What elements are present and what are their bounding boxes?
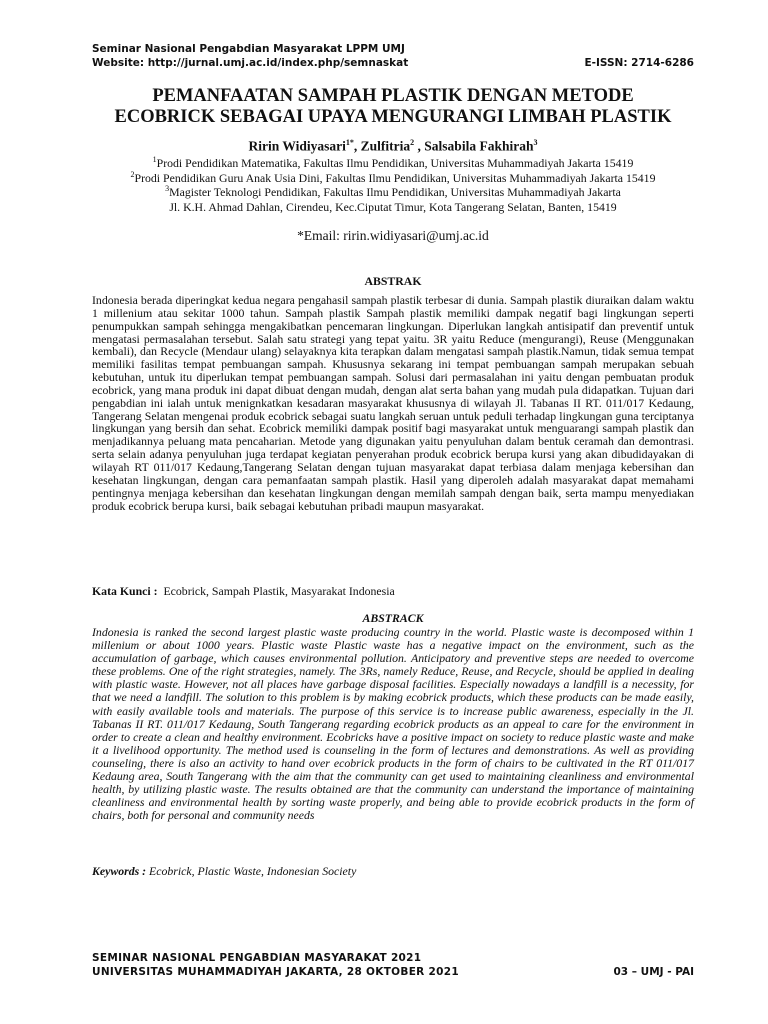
footer-seminar: SEMINAR NASIONAL PENGABDIAN MASYARAKAT 2021	[92, 952, 422, 964]
paper-title	[92, 86, 694, 128]
abstrack-heading: ABSTRACK	[362, 611, 424, 625]
affiliation-1-mark: 1	[152, 155, 157, 164]
author-2: , Zulfitria	[353, 138, 411, 154]
author-list	[92, 138, 694, 155]
keywords-value: Ecobrick, Plastic Waste, Indonesian Society	[149, 864, 357, 878]
affiliation-1	[92, 155, 694, 171]
journal-website: Website: http://jurnal.umj.ac.id/index.php/semnaskat	[92, 57, 409, 69]
affiliation-2-mark: 2	[130, 170, 135, 179]
keywords-label: Keywords :	[92, 864, 147, 878]
footer-university: UNIVERSITAS MUHAMMADIYAH JAKARTA, 28 OKTOBER 2021	[92, 966, 459, 978]
author-3: , Salsabila Fakhirah	[414, 138, 534, 154]
kata-kunci-label: Kata Kunci :	[92, 584, 158, 598]
journal-header: Seminar Nasional Pengabdian Masyarakat LPPM UMJ	[92, 43, 405, 55]
author-1: Ririn Widiyasari	[248, 138, 346, 154]
footer-page-number: 03 – UMJ - PAI	[613, 966, 694, 978]
affiliation-address-text: Jl. K.H. Ahmad Dahlan, Cirendeu, Kec.Ciputat Timur, Kota Tangerang Selatan, Banten, 15419	[169, 200, 617, 214]
affiliation-1-text: Prodi Pendidikan Matematika, Fakultas Ilmu Pendidikan, Universitas Muhammadiyah Jakarta 15419	[156, 155, 634, 170]
abstrak-heading: ABSTRAK	[364, 274, 422, 288]
kata-kunci	[92, 584, 694, 599]
issn-label: E-ISSN: 2714-6286	[584, 57, 694, 69]
affiliation-3-text: Magister Teknologi Pendidikan, Fakultas Ilmu Pendidikan, Universitas Muhammadiyah Jakarta	[169, 184, 621, 199]
title-line-1: PEMANFAATAN SAMPAH PLASTIK DENGAN METODE	[152, 86, 634, 106]
abstrack-body: Indonesia is ranked the second largest plastic waste producing country in the world. Plastic waste is decomposed within 1 millenium or about 1000 years. Plastic waste Plastic waste has a negative impact on the environment, such as the accumulation of garbage, which causes environmental pollution. Anticipatory and preventive steps are needed to overcome these problems. One of the right strategies, namely. The 3Rs, namely Reduce, Reuse, and Recycle, should be applied in dealing with plastic waste. However, not all places have garbage disposal facilities. Especially nowadays a landfill is a necessity, for that we need a landfill. The solution to this problem is by making ecobrick products, which these products can be made easily, with easily available tools and materials. The purpose of this service is to increase public awareness, especially in the Jl. Tabanas II RT. 011/017 Kedaung, South Tangerang regarding ecobrick products as an appeal to care for the environment in order to create a clean and healthy environment. Ecobricks have a positive impact on society to reduce plastic waste and make it a livelihood opportunity. The method used is counseling in the form of lectures and demonstrations. As well as providing counseling, there is also an activity to hand over ecobrick products in the form of chairs to be cultivated in the RT 011/017 Kedaung area, South Tangerang with the aim that the community can get used to maintaining cleanliness and environmental health, by utilizing plastic waste. The results obtained are that the community can understand the importance of maintaining cleanliness and environmental health by sorting waste properly, and being able to provide ecobrick products in the form of chairs, both for personal and community needs	[92, 625, 694, 823]
affiliation-3	[92, 184, 694, 200]
affiliation-2-text: Prodi Pendidikan Guru Anak Usia Dini, Fakultas Ilmu Pendidikan, Universitas Muhammadiyah Jakarta 15419	[134, 170, 656, 185]
keywords	[92, 864, 694, 879]
affiliation-3-mark: 3	[165, 184, 170, 193]
kata-kunci-value: Ecobrick, Sampah Plastik, Masyarakat Indonesia	[163, 584, 395, 598]
author-3-mark: 3	[533, 138, 538, 147]
contact-email: *Email: ririn.widiyasari@umj.ac.id	[297, 228, 489, 243]
abstrak-body: Indonesia berada diperingkat kedua negara pengahasil sampah plastik terbesar di dunia. Sampah plastik diuraikan dalam waktu 1 millenium atau sekitar 1000 tahun. Sampah plastik Sampah plastik memiliki dampak negatif bagi lingkungan seperti penumpukkan sampah sehingga mengakibatkan pencemaran lingkungan. Diperlukan langkah antisipatif dan preventif untuk mengatasi permasalahan tersebut. Salah satu strategi yang tepat yaitu. 3R yaitu Reduce (mengurangi), Reuse (Menggunakan kembali), dan Recycle (Mendaur ulang) selayaknya kita terapkan dalam mengatasi sampah plastik.Namun, tidak semua tempat memiliki fasilitas tempat pembuangan sampah. Khususnya sekarang ini tempat pembuangan sampah merupakan sebuah kebutuhan, untuk itu diperlukan tempat pembuangan sampah. Solusi dari permasalahan ini yaitu dengan pembuatan produk ecobrick, yang mana produk ini dapat dibuat dengan mudah, dengan alat serta bahan yang mudah pula didapatkan. Tujuan dari pengabdian ini ialah untuk menignkatkan kesadaran masyarakat khususnya di wilayah Jl. Tabanas II RT. 011/017 Kedaung, Tangerang Selatan mengenai produk ecobrick sebagai suatu langkah seruan untuk peduli terhadap lingkungan guna terciptanya lingkungan yang bersih dan sehat. Ecobrick memiliki dampak positif bagi masyarakat untuk menguarangi sampah plastik dan menjadikannya peluang mata pencaharian. Metode yang digunakan yaitu penyuluhan dalam bentuk ceramah dan demontrasi. serta selain adanya penyuluhan juga terdapat kegiatan penyerahan produk ecobrick berupa kursi yang akan dibudidayakan di wilayah RT 011/017 Kedaung,Tangerang Selatan dengan tujuan masyarakat dapat terbiasa dalam menjaga kebersihan dan kesehatan lingkungan, dengan cara pemanfaatan sampah plastik. Hasil yang diperoleh adalah masyarakat dapat memahami pentingnya menjaga kebersihan dan kesehatan lingkungan dengan memilah sampah dengan baik, serta mampu menyediakan produk ecobrick berupa kursi, baik sebagai kebutuhan pribadi maupun masyarakat.	[92, 293, 694, 513]
author-1-mark: 1*	[345, 138, 354, 147]
title-line-2: ECOBRICK SEBAGAI UPAYA MENGURANGI LIMBAH PLASTIK	[114, 107, 672, 127]
affiliation-address	[92, 200, 694, 215]
author-2-mark: 2	[410, 138, 415, 147]
